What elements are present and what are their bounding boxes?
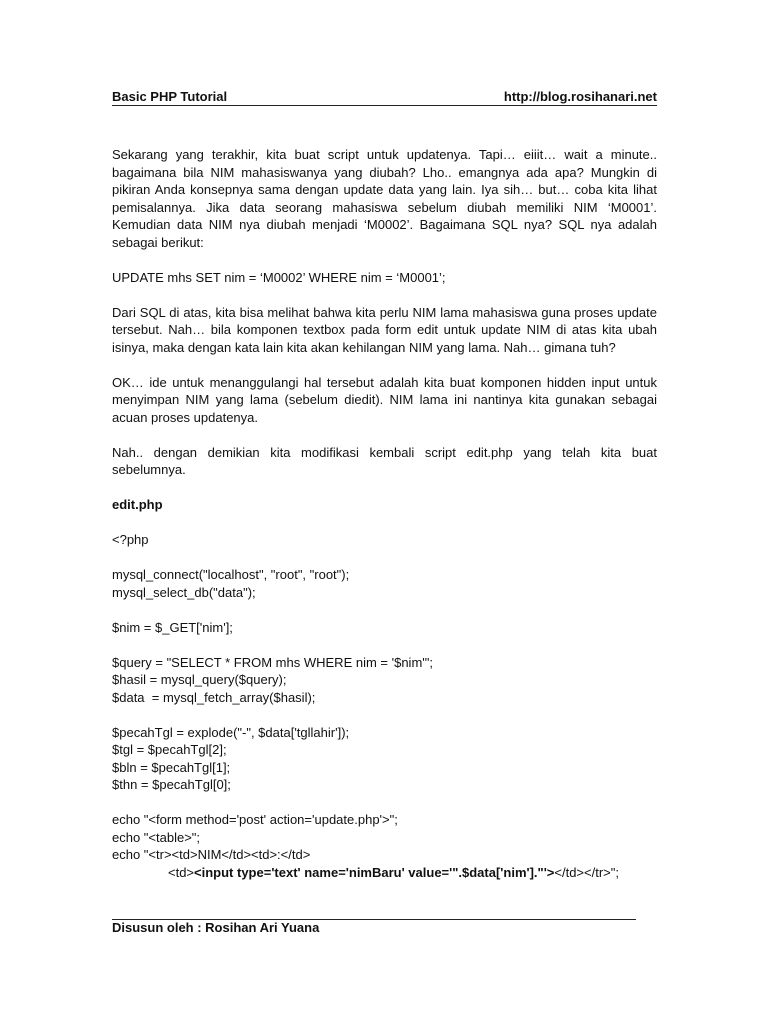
footer-author: Disusun oleh : Rosihan Ari Yuana [112, 920, 320, 935]
code-line: $pecahTgl = explode("-", $data['tgllahir']); [112, 724, 350, 740]
code-fragment-bold: <input type='text' name='nimBaru' value='".$data['nim']."'> [194, 864, 555, 880]
code-fragment: <td> [168, 864, 195, 880]
header-title: Basic PHP Tutorial [112, 89, 228, 104]
code-blank-line [112, 636, 657, 654]
code-line: echo "<table>"; [112, 829, 201, 845]
file-heading: edit.php [112, 497, 163, 512]
code-line-indented [112, 864, 657, 882]
paragraph-intro: Sekarang yang terakhir, kita buat script untuk updatenya. Tapi… eiiit… wait a minute.. bagaimana bila NIM mahasiswanya yang diubah? Lho.. emangnya ada apa? Mungkin di pikiran Anda konsepnya sama dengan update data yang lain. Iya sih… but… coba kita lihat pemisalannya. Jika data seorang mahasiswa sebelum diubah memiliki NIM ‘M0001’. Kemudian data NIM nya diubah menjadi ‘M0002’. Bagaimana SQL nya? SQL nya adalah sebagai berikut: [112, 147, 657, 250]
code-line: mysql_select_db("data"); [112, 584, 256, 600]
code-line: mysql_connect("localhost", "root", "root"); [112, 567, 350, 582]
code-line: <?php [112, 532, 149, 547]
code-fragment: </td></tr>"; [554, 864, 619, 880]
code-blank-line [112, 601, 657, 619]
header-divider [112, 105, 657, 106]
code-line: echo "<tr><td>NIM</td><td>:</td> [112, 847, 311, 862]
paragraph-solution: OK… ide untuk menanggulangi hal tersebut adalah kita buat komponen hidden input untuk menyimpan NIM yang lama (sebelum diedit). NIM lama ini nantinya kita gunakan sebagai acuan proses updatenya. [112, 374, 657, 425]
code-blank-line [112, 549, 657, 567]
page-header [112, 86, 657, 104]
code-line: $thn = $pecahTgl[0]; [112, 777, 231, 792]
code-line: echo "<form method='post' action='update.php'>"; [112, 812, 398, 827]
code-line: $nim = $_GET['nim']; [112, 619, 233, 635]
sql-example: UPDATE mhs SET nim = ‘M0002’ WHERE nim = ‘M0001’; [112, 269, 446, 285]
page-body [112, 146, 657, 881]
code-line: $bln = $pecahTgl[1]; [112, 759, 231, 775]
paragraph-explanation: Dari SQL di atas, kita bisa melihat bahwa kita perlu NIM lama mahasiswa guna proses update tersebut. Nah… bila komponen textbox pada form edit untuk update NIM di atas kita ubah isinya, maka dengan kata lain kita akan kehilangan NIM yang lama. Nah… gimana tuh? [112, 304, 657, 355]
code-line: $data = mysql_fetch_array($hasil); [112, 689, 316, 705]
paragraph-transition: Nah.. dengan demikian kita modifikasi kembali script edit.php yang telah kita buat sebelumnya. [112, 444, 657, 477]
code-blank-line [112, 794, 657, 812]
code-listing [112, 531, 657, 881]
header-url: http://blog.rosihanari.net [503, 89, 657, 104]
code-line: $tgl = $pecahTgl[2]; [112, 742, 227, 757]
code-line: $hasil = mysql_query($query); [112, 672, 287, 687]
code-line: $query = "SELECT * FROM mhs WHERE nim = '$nim'"; [112, 654, 433, 670]
code-blank-line [112, 706, 657, 724]
